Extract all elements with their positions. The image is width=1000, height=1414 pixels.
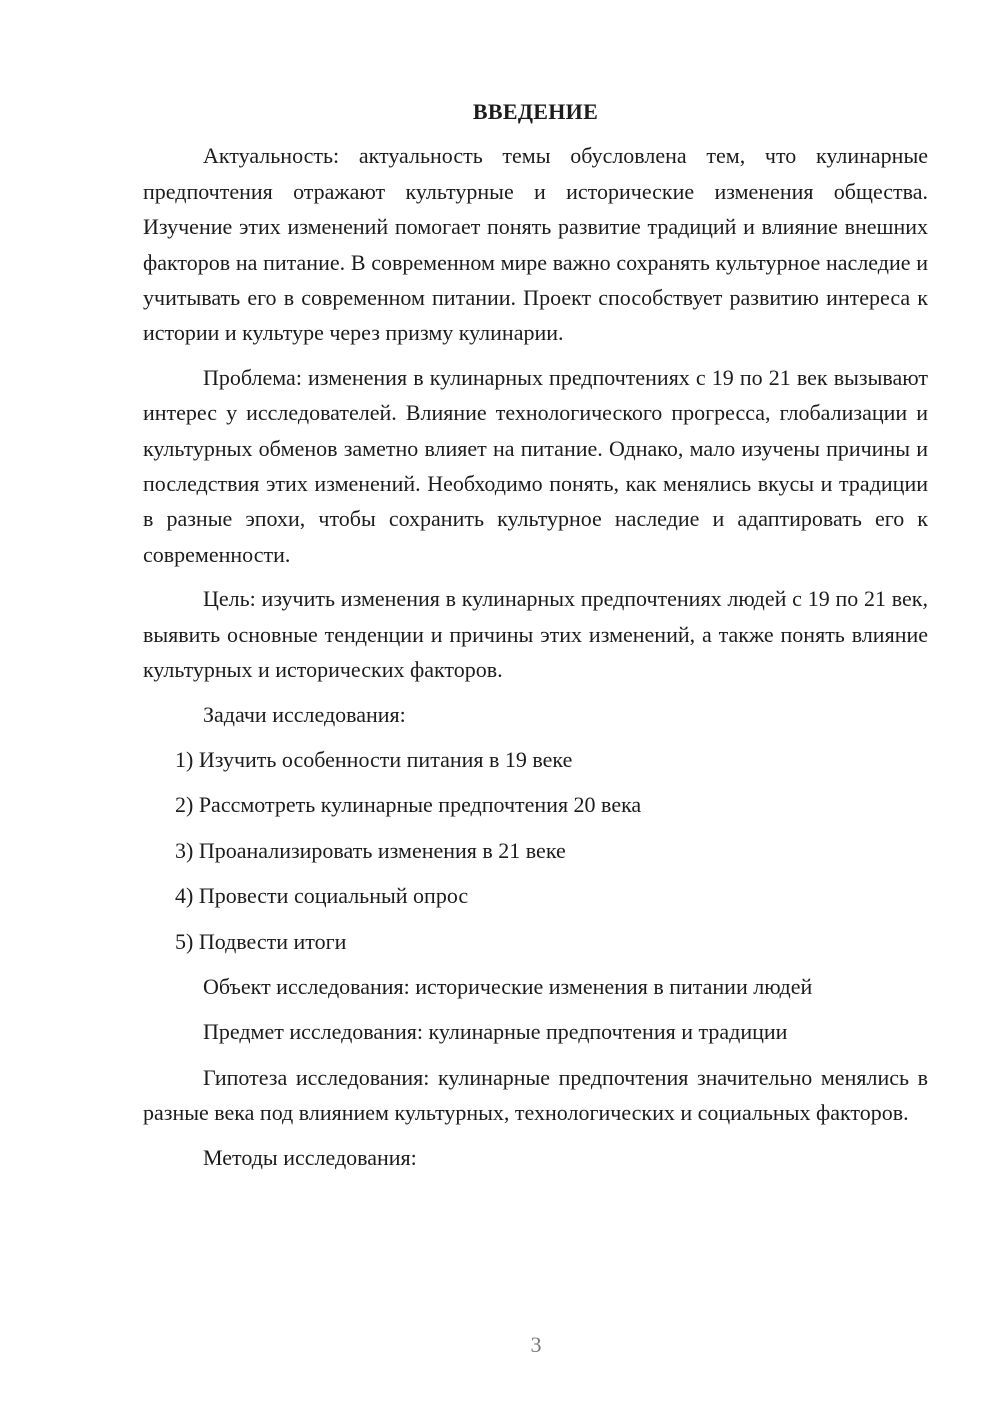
hypothesis-paragraph: Гипотеза исследования: кулинарные предпочтения значительно менялись в разные века под влиянием культурных, технологических и социальных факторов. — [143, 1064, 928, 1126]
list-item: 1) Изучить особенности питания в 19 веке — [175, 746, 573, 772]
list-item: 2) Рассмотреть кулинарные предпочтения 20 века — [175, 792, 642, 818]
tasks-heading: Задачи исследования: — [203, 701, 406, 727]
list-item: 3) Проанализировать изменения в 21 веке — [175, 837, 566, 863]
section-title: ВВЕДЕНИЕ — [472, 99, 599, 124]
tasks-list — [143, 742, 928, 959]
methods-heading: Методы исследования: — [203, 1144, 417, 1170]
subject-line: Предмет исследования: кулинарные предпочтения и традиции — [203, 1019, 788, 1045]
object-line: Объект исследования: исторические изменения в питании людей — [203, 973, 813, 999]
problem-paragraph: Проблема: изменения в кулинарных предпочтениях с 19 по 21 век вызывают интерес у исследователей. Влияние технологического прогресса, глобализации и культурных обменов заметно влияет на питание. Однако, мало изучены причины и последствия этих изменений. Необходимо понять, как менялись вкусы и традиции в разные эпохи, чтобы сохранить культурное наследие и адаптировать его к современности. — [143, 364, 928, 567]
page-number: 3 — [530, 1332, 542, 1357]
list-item: 5) Подвести итоги — [175, 928, 347, 954]
list-item: 4) Провести социальный опрос — [175, 883, 469, 909]
page-content — [143, 94, 928, 1185]
goal-paragraph: Цель: изучить изменения в кулинарных предпочтениях людей с 19 по 21 век, выявить основные тенденции и причины этих изменений, а также понять влияние культурных и исторических факторов. — [143, 586, 928, 683]
relevance-paragraph: Актуальность: актуальность темы обусловлена тем, что кулинарные предпочтения отражают культурные и исторические изменения общества. Изучение этих изменений помогает понять развитие традиций и влияние внешних факторов на питание. В современном мире важно сохранять культурное наследие и учитывать его в современном питании. Проект способствует развитию интереса к истории и культуре через призму кулинарии. — [143, 143, 928, 346]
